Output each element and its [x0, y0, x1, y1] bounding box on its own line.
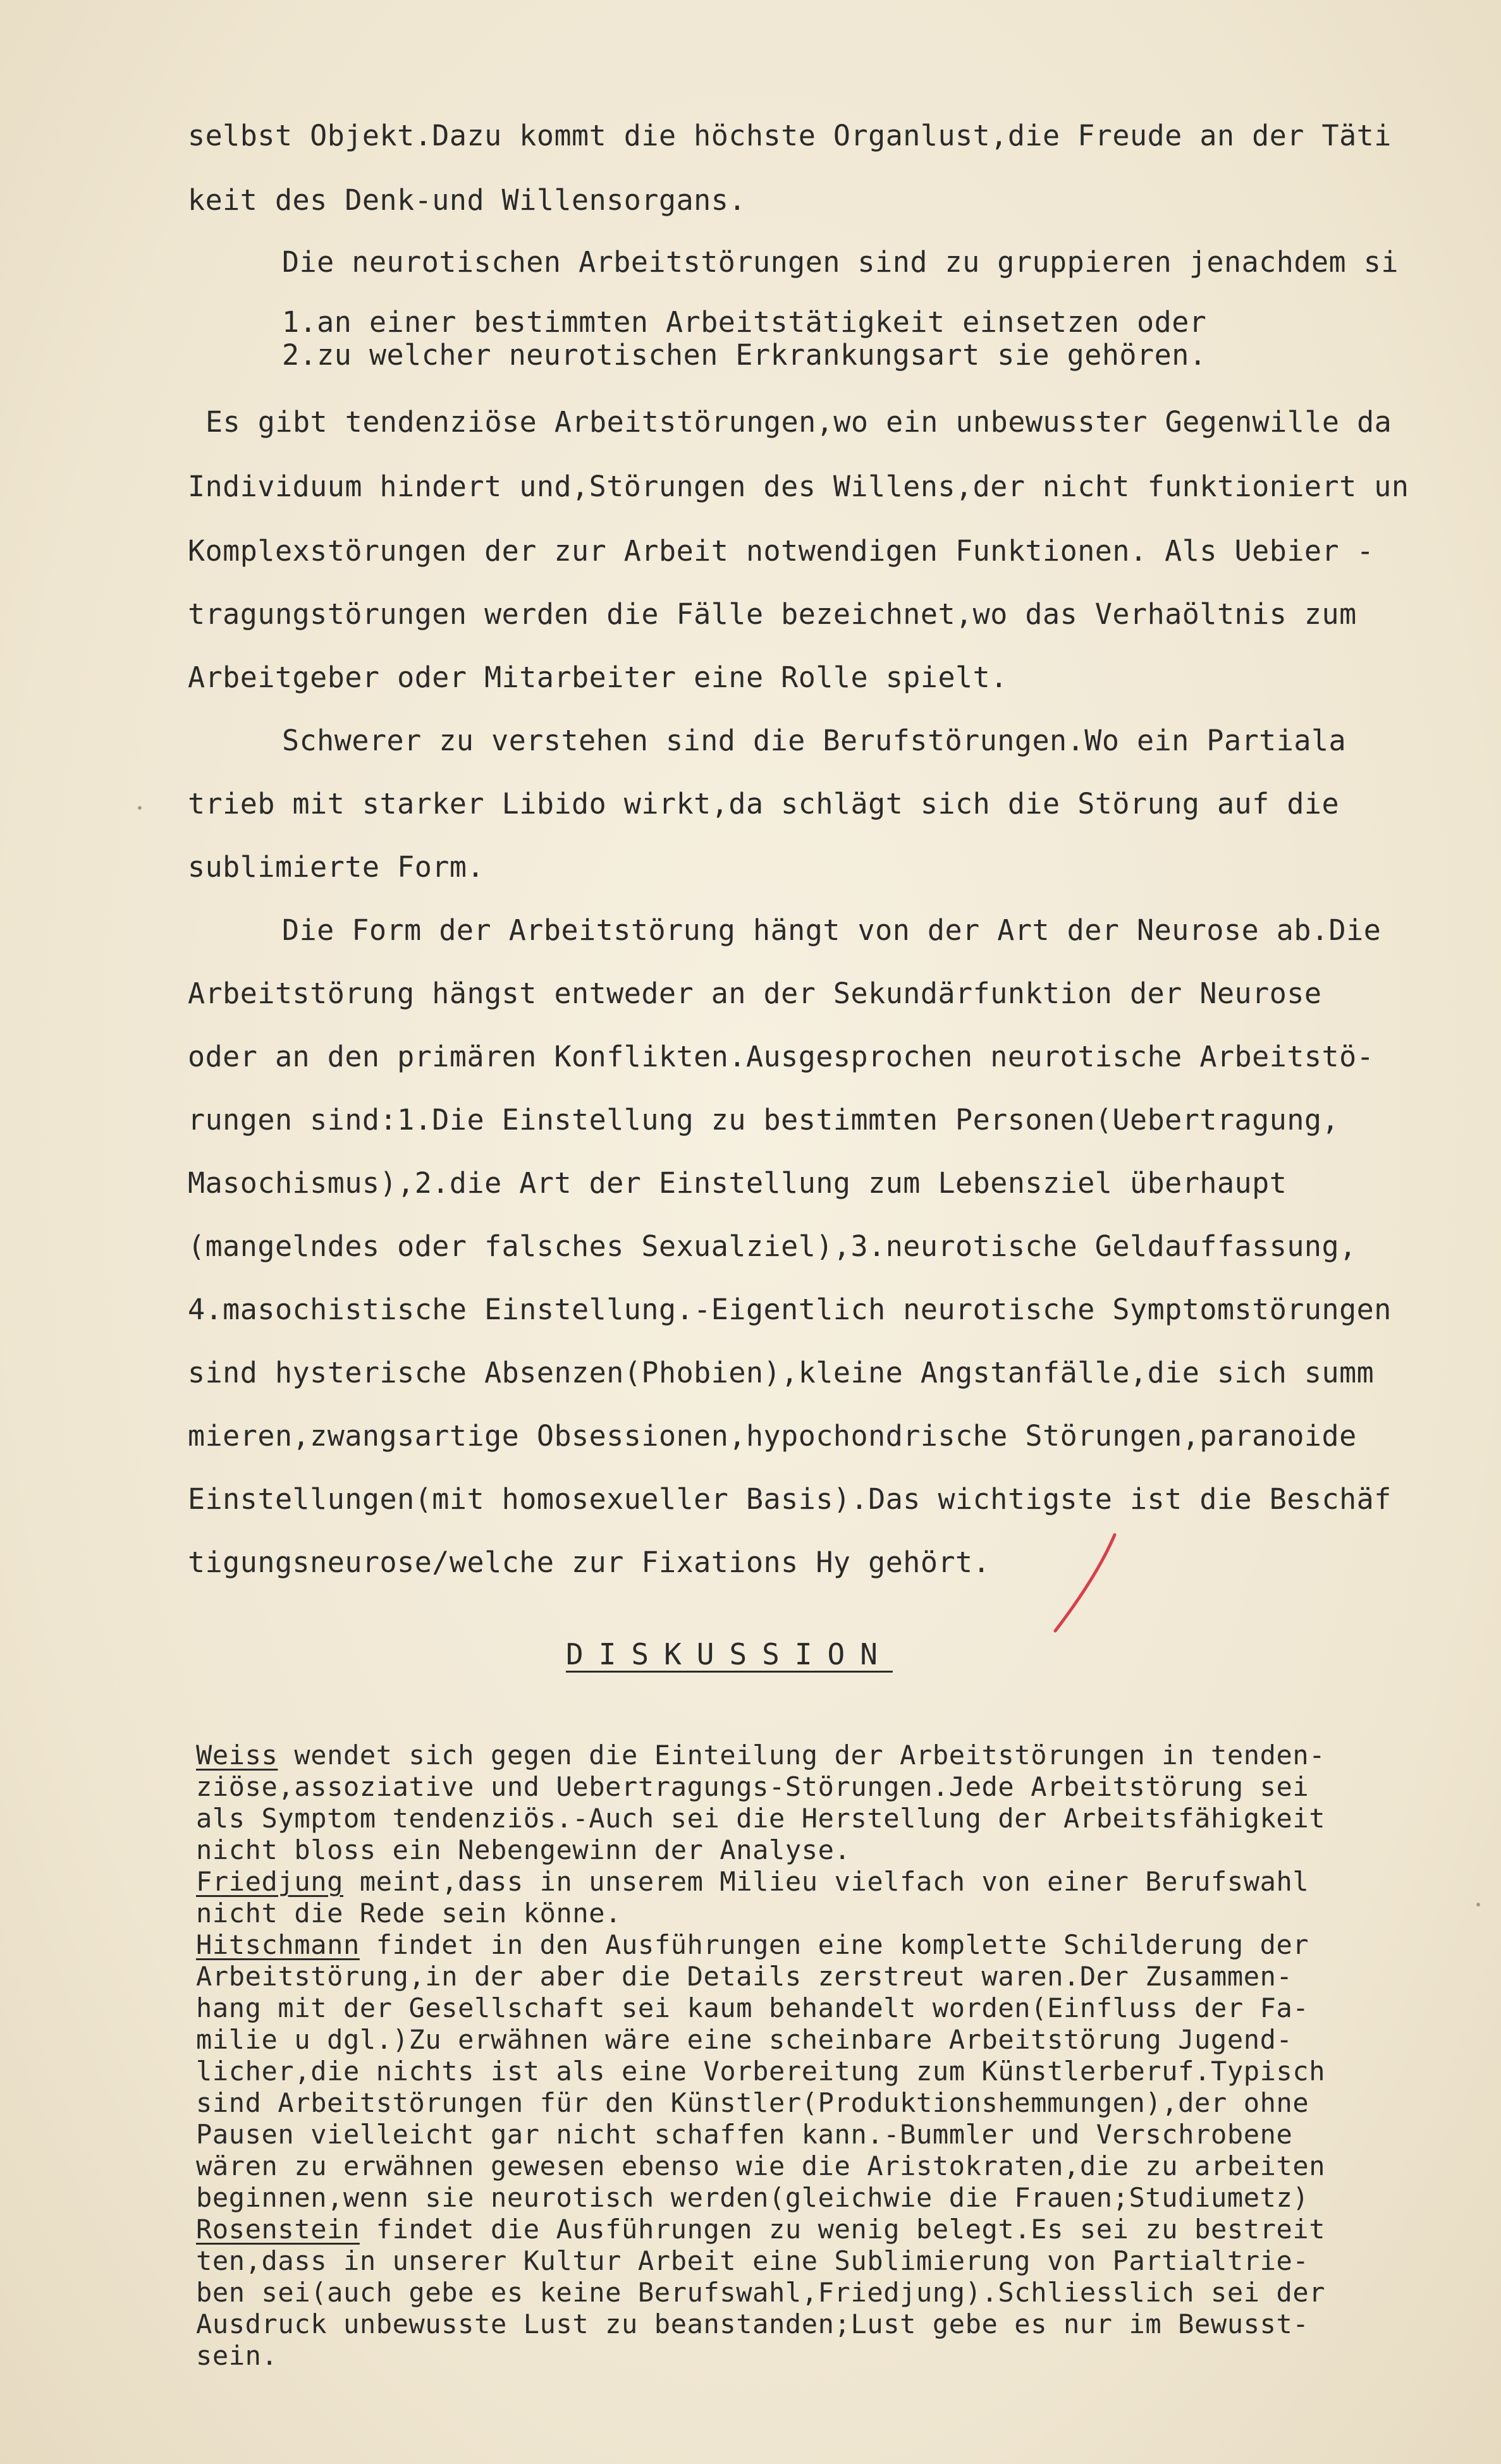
speaker-name: Weiss — [196, 1740, 278, 1771]
discussion-text: ten,dass in unserer Kultur Arbeit eine Sublimierung von Partialtrie- — [196, 2245, 1309, 2276]
discussion-line — [0, 2024, 1501, 2056]
text-line: Arbeitstörung hängst entweder an der Sekundärfunktion der Neurose — [188, 977, 1322, 1010]
discussion-line — [0, 2340, 1501, 2372]
text-line: tigungsneurose/welche zur Fixations Hy gehört. — [188, 1546, 991, 1579]
discussion-line — [0, 1866, 1501, 1898]
discussion-line — [0, 1771, 1501, 1803]
discussion-line — [0, 1803, 1501, 1834]
discussion-line — [0, 2245, 1501, 2277]
text-line: Komplexstörungen der zur Arbeit notwendigen Funktionen. Als Uebier - — [188, 534, 1375, 568]
discussion-text: Ausdruck unbewusste Lust zu beanstanden;Lust gebe es nur im Bewusst- — [196, 2308, 1309, 2339]
text-line: 2.zu welcher neurotischen Erkrankungsart sie gehören. — [282, 338, 1207, 372]
discussion-text: beginnen,wenn sie neurotisch werden(gleichwie die Frauen;Studiumetz) — [196, 2182, 1309, 2213]
discussion-line — [0, 2056, 1501, 2087]
text-line: 1.an einer bestimmten Arbeitstätigkeit einsetzen oder — [282, 305, 1207, 339]
discussion-text: wendet sich gegen die Einteilung der Arbeitstörungen in tenden- — [278, 1740, 1326, 1771]
text-line: Schwerer zu verstehen sind die Berufstörungen.Wo ein Partiala — [282, 724, 1347, 757]
text-line: sind hysterische Absenzen(Phobien),kleine Angstanfälle,die sich summ — [188, 1356, 1375, 1389]
text-line: tragungstörungen werden die Fälle bezeichnet,wo das Verhaöltnis zum — [188, 597, 1357, 631]
discussion-text: milie u dgl.)Zu erwähnen wäre eine scheinbare Arbeitstörung Jugend- — [196, 2024, 1293, 2055]
discussion-text: ben sei(auch gebe es keine Berufswahl,Friedjung).Schliesslich sei der — [196, 2277, 1326, 2308]
text-line: selbst Objekt.Dazu kommt die höchste Organlust,die Freude an der Täti — [188, 119, 1392, 152]
paper-speck — [138, 806, 142, 810]
discussion-line — [0, 1834, 1501, 1866]
discussion-text: Pausen vielleicht gar nicht schaffen kann.-Bummler und Verschrobene — [196, 2119, 1293, 2150]
speaker-name: Rosenstein — [196, 2214, 360, 2245]
discussion-line — [0, 1898, 1501, 1929]
discussion-line — [0, 1740, 1501, 1771]
discussion-text: als Symptom tendenziös.-Auch sei die Herstellung der Arbeitsfähigkeit — [196, 1803, 1326, 1834]
text-line: Masochismus),2.die Art der Einstellung zum Lebensziel überhaupt — [188, 1166, 1287, 1200]
paper-speck — [1476, 1903, 1480, 1906]
text-line: 4.masochistische Einstellung.-Eigentlich neurotische Symptomstörungen — [188, 1293, 1392, 1326]
speaker-name: Hitschmann — [196, 1929, 360, 1960]
discussion-line — [0, 1929, 1501, 1961]
discussion-text: hang mit der Gesellschaft sei kaum behandelt worden(Einfluss der Fa- — [196, 1992, 1309, 2023]
discussion-text: sein. — [196, 2340, 278, 2371]
discussion-line — [0, 2214, 1501, 2245]
discussion-line — [0, 1961, 1501, 1992]
text-line: Arbeitgeber oder Mitarbeiter eine Rolle spielt. — [188, 661, 1008, 694]
discussion-text: findet die Ausführungen zu wenig belegt.Es sei zu bestreit — [359, 2214, 1326, 2245]
text-line: sublimierte Form. — [188, 850, 485, 884]
text-line: Einstellungen(mit homosexueller Basis).Das wichtigste ist die Beschäf — [188, 1482, 1392, 1516]
discussion-text: nicht bloss ein Nebengewinn der Analyse. — [196, 1834, 851, 1865]
discussion-text: ziöse,assoziative und Uebertragungs-Störungen.Jede Arbeitstörung sei — [196, 1771, 1309, 1802]
discussion-line — [0, 2150, 1501, 2182]
discussion-text: wären zu erwähnen gewesen ebenso wie die Aristokraten,die zu arbeiten — [196, 2150, 1326, 2181]
discussion-line — [0, 2182, 1501, 2214]
discussion-line — [0, 2119, 1501, 2150]
discussion-line — [0, 2087, 1501, 2119]
text-line: trieb mit starker Libido wirkt,da schlägt sich die Störung auf die — [188, 787, 1340, 820]
discussion-text: sind Arbeitstörungen für den Künstler(Produktionshemmungen),der ohne — [196, 2087, 1309, 2118]
discussion-line — [0, 2277, 1501, 2308]
red-check-mark — [1046, 1530, 1129, 1637]
discussion-text: meint,dass in unserem Milieu vielfach von einer Berufswahl — [343, 1866, 1309, 1897]
discussion-heading: DISKUSSION — [566, 1637, 893, 1671]
discussion-line — [0, 2308, 1501, 2340]
text-line: Die Form der Arbeitstörung hängt von der Art der Neurose ab.Die — [282, 913, 1382, 947]
speaker-name: Friedjung — [196, 1866, 343, 1897]
text-line: rungen sind:1.Die Einstellung zu bestimmten Personen(Uebertragung, — [188, 1103, 1340, 1137]
text-line: mieren,zwangsartige Obsessionen,hypochondrische Störungen,paranoide — [188, 1419, 1357, 1453]
discussion-text: Arbeitstörung,in der aber die Details zerstreut waren.Der Zusammen- — [196, 1961, 1293, 1992]
discussion-text: nicht die Rede sein könne. — [196, 1898, 622, 1929]
text-line: Es gibt tendenziöse Arbeitstörungen,wo ein unbewusster Gegenwille da — [205, 405, 1392, 439]
text-line: oder an den primären Konflikten.Ausgesprochen neurotische Arbeitstö- — [188, 1040, 1375, 1073]
discussion-line — [0, 1992, 1501, 2024]
text-line: Individuum hindert und,Störungen des Willens,der nicht funktioniert un — [188, 470, 1409, 503]
discussion-text: licher,die nichts ist als eine Vorbereitung zum Künstlerberuf.Typisch — [196, 2056, 1326, 2087]
discussion-text: findet in den Ausführungen eine komplette Schilderung der — [359, 1929, 1309, 1960]
text-line: keit des Denk-und Willensorgans. — [188, 183, 746, 217]
text-line: Die neurotischen Arbeitstörungen sind zu gruppieren jenachdem si — [282, 245, 1399, 279]
text-line: (mangelndes oder falsches Sexualziel),3.neurotische Geldauffassung, — [188, 1229, 1357, 1263]
